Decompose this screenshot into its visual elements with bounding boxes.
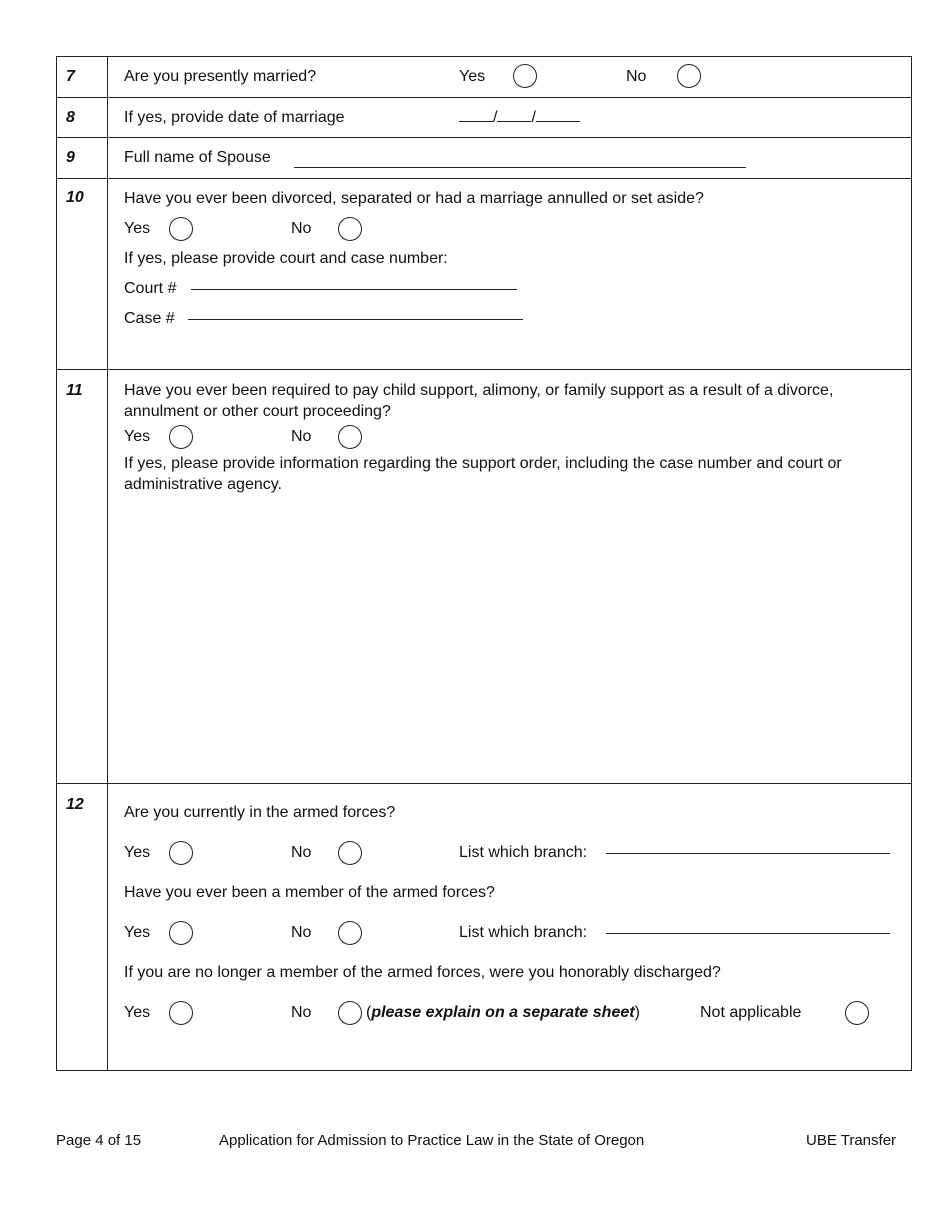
married-no-radio[interactable] xyxy=(677,64,701,88)
spouse-name-blank[interactable] xyxy=(294,151,746,168)
question-number: 7 xyxy=(57,57,108,97)
support-question: Have you ever been required to pay child support, alimony, or family support as a result of a divorce, annulment or other court proceeding? xyxy=(124,382,834,420)
question-number: 8 xyxy=(57,98,108,137)
ever-no-radio[interactable] xyxy=(338,921,362,945)
question-row-7 xyxy=(57,57,911,98)
question-number: 9 xyxy=(57,138,108,178)
case-number-blank[interactable] xyxy=(188,303,523,320)
ever-yes-label: Yes xyxy=(124,924,151,941)
marriage-year-blank[interactable] xyxy=(536,105,580,122)
question-number: 10 xyxy=(57,179,108,369)
ever-yes-radio[interactable] xyxy=(169,921,193,945)
case-number-label: Case # xyxy=(124,310,175,327)
divorce-no-radio[interactable] xyxy=(338,217,362,241)
support-no-radio[interactable] xyxy=(338,425,362,449)
marriage-day-blank[interactable] xyxy=(497,105,531,122)
married-question: Are you presently married? xyxy=(124,68,317,85)
question-row-8 xyxy=(57,98,911,138)
explain-note xyxy=(366,998,640,1028)
document-type: UBE Transfer xyxy=(806,1132,897,1149)
ever-branch-blank[interactable] xyxy=(606,917,890,934)
court-number-blank[interactable] xyxy=(191,273,517,290)
question-row-12 xyxy=(57,784,911,1070)
discharge-question: If you are no longer a member of the armed forces, were you honorably discharged? xyxy=(124,964,721,981)
court-number-label: Court # xyxy=(124,280,177,297)
support-no-label: No xyxy=(291,428,312,445)
question-number: 11 xyxy=(57,370,108,783)
page-number: Page 4 of 15 xyxy=(56,1132,142,1149)
divorce-yes-radio[interactable] xyxy=(169,217,193,241)
married-no-label: No xyxy=(626,68,647,85)
discharge-yes-label: Yes xyxy=(124,1004,151,1021)
marriage-date-field[interactable] xyxy=(459,98,580,137)
divorce-no-label: No xyxy=(291,220,312,237)
not-applicable-label: Not applicable xyxy=(700,1004,802,1021)
ever-branch-label: List which branch: xyxy=(459,924,588,941)
ever-no-label: No xyxy=(291,924,312,941)
marriage-date-label: If yes, provide date of marriage xyxy=(124,109,345,126)
spouse-name-label: Full name of Spouse xyxy=(124,149,271,166)
question-row-9 xyxy=(57,138,911,179)
support-yes-radio[interactable] xyxy=(169,425,193,449)
explain-open-paren: ( xyxy=(366,1004,372,1021)
current-no-radio[interactable] xyxy=(338,841,362,865)
divorce-question: Have you ever been divorced, separated or had a marriage annulled or set aside? xyxy=(124,190,704,207)
discharge-yes-radio[interactable] xyxy=(169,1001,193,1025)
support-answer-area[interactable] xyxy=(124,495,903,765)
armed-forces-current-question: Are you currently in the armed forces? xyxy=(124,804,396,821)
question-row-11 xyxy=(57,370,911,784)
date-separator: / xyxy=(493,109,498,126)
document-title: Application for Admission to Practice Law in the State of Oregon xyxy=(219,1132,645,1149)
current-yes-radio[interactable] xyxy=(169,841,193,865)
explain-note-text: please explain on a separate sheet xyxy=(371,1004,635,1021)
married-yes-radio[interactable] xyxy=(513,64,537,88)
current-branch-label: List which branch: xyxy=(459,844,588,861)
support-yes-label: Yes xyxy=(124,428,151,445)
married-yes-label: Yes xyxy=(459,68,486,85)
divorce-yes-label: Yes xyxy=(124,220,151,237)
not-applicable-radio[interactable] xyxy=(845,1001,869,1025)
explain-close-paren: ) xyxy=(634,1004,640,1021)
current-branch-blank[interactable] xyxy=(606,837,890,854)
support-followup: If yes, please provide information regarding the support order, including the case number and court or administrative agency. xyxy=(124,455,842,493)
question-row-10 xyxy=(57,179,911,370)
current-no-label: No xyxy=(291,844,312,861)
discharge-no-label: No xyxy=(291,1004,312,1021)
application-form xyxy=(56,56,912,1071)
question-number: 12 xyxy=(57,784,108,1070)
date-separator: / xyxy=(531,109,536,126)
discharge-no-radio[interactable] xyxy=(338,1001,362,1025)
divorce-followup: If yes, please provide court and case number: xyxy=(124,250,448,267)
marriage-month-blank[interactable] xyxy=(459,105,493,122)
armed-forces-ever-question: Have you ever been a member of the armed forces? xyxy=(124,884,495,901)
current-yes-label: Yes xyxy=(124,844,151,861)
